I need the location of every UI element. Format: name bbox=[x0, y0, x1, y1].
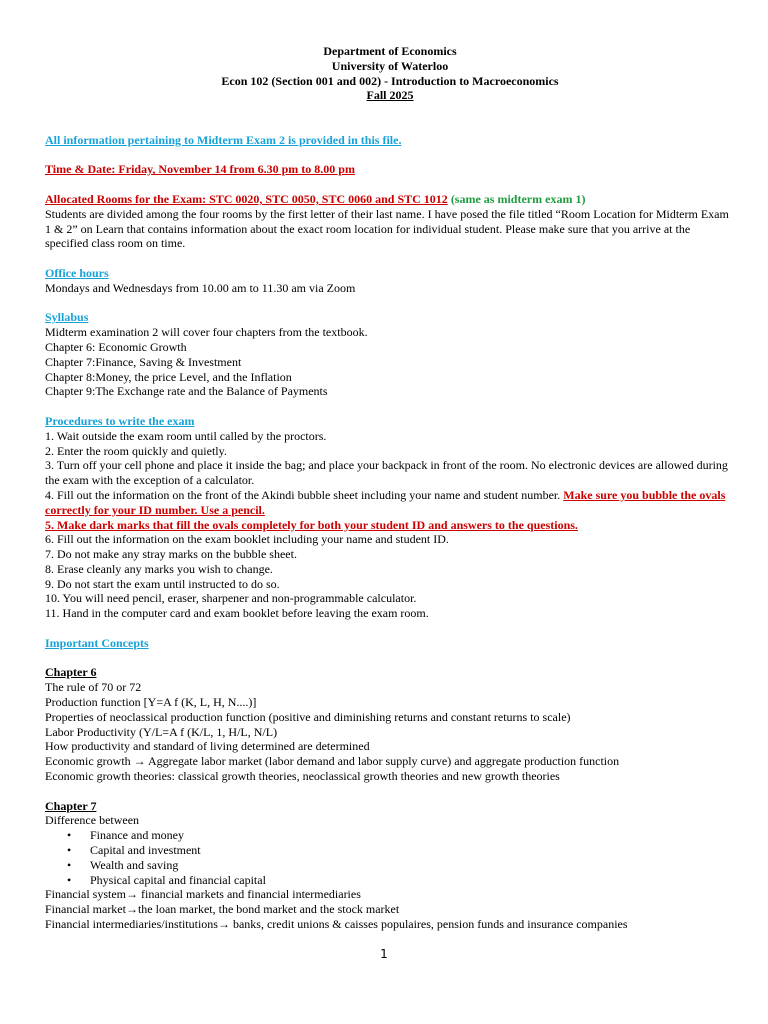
procedure-item: 10. You will need pencil, eraser, sharpener and non-programmable calculator. bbox=[45, 591, 417, 606]
syllabus-line: Chapter 7:Finance, Saving & Investment bbox=[45, 354, 242, 369]
chapter6-line: Properties of neoclassical production function (positive and diminishing returns and constant returns to scale) bbox=[45, 709, 571, 724]
chapter6-heading: Chapter 6 bbox=[45, 665, 97, 680]
chapter6-line: How productivity and standard of living determined are determined bbox=[45, 739, 370, 754]
chapter7-line: Financial intermediaries/institutions→ banks, credit unions & caisses populaires, pension funds and insurance companies bbox=[45, 917, 628, 932]
syllabus-heading: Syllabus bbox=[45, 310, 89, 325]
document-page bbox=[45, 44, 735, 932]
procedure-item: 11. Hand in the computer card and exam booklet before leaving the exam room. bbox=[45, 606, 429, 621]
list-item: • Finance and money bbox=[45, 828, 735, 843]
time-date-line: Time & Date: Friday, November 14 from 6.30 pm to 8.00 pm bbox=[45, 162, 355, 177]
rooms-note: (same as midterm exam 1) bbox=[447, 191, 586, 206]
syllabus-line: Chapter 6: Economic Growth bbox=[45, 339, 187, 354]
chapter7-intro: Difference between bbox=[45, 813, 140, 828]
chapter6-line: Economic growth theories: classical growth theories, neoclassical growth theories and new growth theories bbox=[45, 769, 560, 784]
chapter6-line: The rule of 70 or 72 bbox=[45, 680, 142, 695]
chapter7-line: Financial system→ financial markets and financial intermediaries bbox=[45, 887, 361, 902]
list-item: • Wealth and saving bbox=[45, 858, 735, 873]
procedure-item: 6. Fill out the information on the exam booklet including your name and student ID. bbox=[45, 532, 449, 547]
rooms-section bbox=[45, 192, 735, 251]
chapter7-line: Financial market→the loan market, the bond market and the stock market bbox=[45, 902, 400, 917]
intro-line: All information pertaining to Midterm Exam 2 is provided in this file. bbox=[45, 132, 402, 147]
procedure-item: 8. Erase cleanly any marks you wish to change. bbox=[45, 561, 273, 576]
syllabus-line: Chapter 9:The Exchange rate and the Balance of Payments bbox=[45, 384, 328, 399]
page-number: 1 bbox=[380, 947, 388, 961]
procedures-section bbox=[45, 414, 735, 621]
chapter6-line: Labor Productivity (Y/L=A f (K/L, 1, H/L, N/L) bbox=[45, 724, 278, 739]
procedure-item: 9. Do not start the exam until instructed to do so. bbox=[45, 576, 280, 591]
list-item: • Physical capital and financial capital bbox=[45, 873, 735, 888]
procedure-item: 3. Turn off your cell phone and place it inside the bag; and place your backpack in front of the room. No electronic devices are allowed during the exam with the exception of a calculator. bbox=[45, 458, 728, 488]
procedure-item: 4. Fill out the information on the front of the Akindi bubble sheet including your name and student number. Make sure you bubble the ovals correctly for your ID number. Use a pencil. bbox=[45, 487, 726, 517]
chapter7-section bbox=[45, 799, 735, 932]
important-concepts-heading: Important Concepts bbox=[45, 635, 149, 650]
chapter6-line: Production function [Y=A f (K, L, H, N....)] bbox=[45, 695, 257, 710]
procedure-item: 2. Enter the room quickly and quietly. bbox=[45, 443, 227, 458]
list-item: • Capital and investment bbox=[45, 843, 735, 858]
course-title: Econ 102 (Section 001 and 002) - Introduction to Macroeconomics bbox=[221, 73, 559, 88]
syllabus-line: Chapter 8:Money, the price Level, and the Inflation bbox=[45, 369, 292, 384]
procedure-emphasis: Make sure you bubble the ovals correctly for your ID number. Use a pencil. bbox=[45, 487, 726, 517]
office-hours-section bbox=[45, 266, 735, 296]
procedure-item: 5. Make dark marks that fill the ovals completely for both your student ID and answers to the questions. bbox=[45, 517, 578, 532]
document-header bbox=[45, 44, 735, 103]
syllabus-section bbox=[45, 310, 735, 399]
chapter6-section bbox=[45, 665, 735, 783]
term-title: Fall 2025 bbox=[366, 88, 414, 103]
chapter6-line: Economic growth → Aggregate labor market (labor demand and labor supply curve) and aggregate production function bbox=[45, 754, 620, 769]
university-title: University of Waterloo bbox=[331, 58, 449, 73]
chapter7-bullet-list bbox=[45, 828, 735, 887]
procedure-item: 1. Wait outside the exam room until called by the proctors. bbox=[45, 428, 327, 443]
office-hours-body: Mondays and Wednesdays from 10.00 am to 11.30 am via Zoom bbox=[45, 280, 356, 295]
procedure-item: 7. Do not make any stray marks on the bubble sheet. bbox=[45, 547, 297, 562]
office-hours-heading: Office hours bbox=[45, 265, 109, 280]
rooms-body: Students are divided among the four rooms by the first letter of their last name. I have posed the file titled “Room Location for Midterm Exam 1 & 2” on Learn that contains information about the exact room location for individual student. Please make sure that you arrive at the specified class room on time. bbox=[45, 206, 729, 251]
rooms-heading: Allocated Rooms for the Exam: STC 0020, STC 0050, STC 0060 and STC 1012 bbox=[45, 191, 448, 206]
department-title: Department of Economics bbox=[323, 44, 457, 58]
procedures-heading: Procedures to write the exam bbox=[45, 413, 195, 428]
syllabus-line: Midterm examination 2 will cover four chapters from the textbook. bbox=[45, 325, 368, 340]
chapter7-heading: Chapter 7 bbox=[45, 798, 97, 813]
